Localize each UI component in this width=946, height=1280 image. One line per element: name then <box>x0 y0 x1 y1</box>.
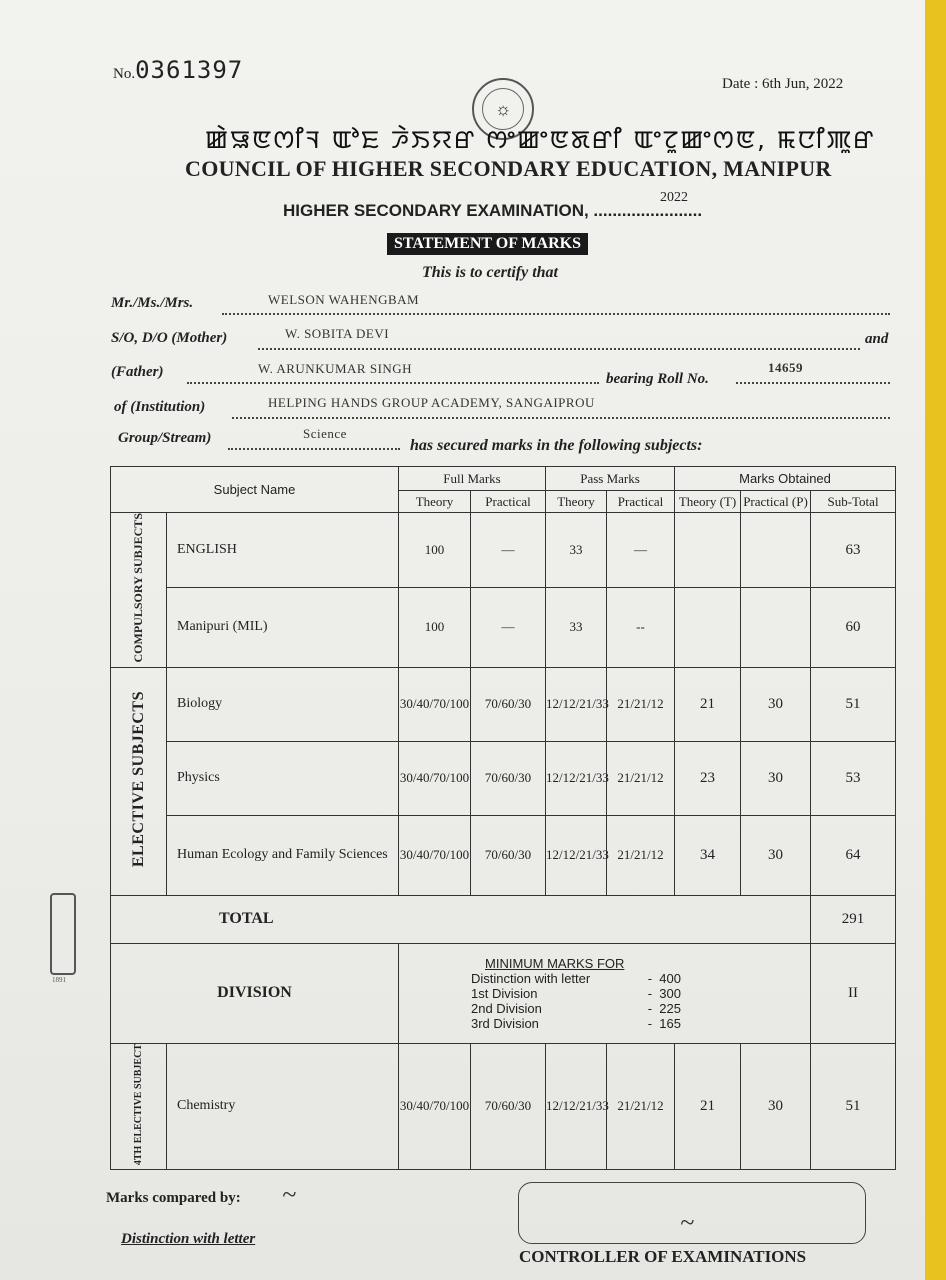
table-row <box>111 588 896 667</box>
full-practical: — <box>471 588 546 667</box>
pass-theory: 12/12/21/33 <box>546 815 607 895</box>
sub-total: 63 <box>811 513 896 588</box>
candidate-name: WELSON WAHENGBAM <box>268 292 420 307</box>
side-note: 1891 <box>52 976 66 984</box>
distinction-label: Distinction with letter <box>121 1231 256 1247</box>
roll-dotted-line <box>736 382 890 384</box>
fourth-elective-row <box>111 1043 896 1169</box>
obtained-theory: 23 <box>675 741 741 815</box>
minimum-row <box>471 1016 681 1031</box>
elective-group-label: ELECTIVE SUBJECTS <box>129 690 147 868</box>
pass-theory: 12/12/21/33 <box>546 741 607 815</box>
full-practical: 70/60/30 <box>471 667 546 741</box>
statement-of-marks-heading: STATEMENT OF MARKS <box>387 233 588 255</box>
institution-name: HELPING HANDS GROUP ACADEMY, SANGAIPROU <box>268 395 595 410</box>
pass-practical: 21/21/12 <box>607 815 675 895</box>
minimum-value: 400 <box>659 970 681 986</box>
obtained-theory-header: Theory (T) <box>675 491 741 513</box>
fourth-group-label: 4TH ELECTIVE SUBJECT <box>133 1043 144 1165</box>
minimum-marks-title: MINIMUM MARKS FOR <box>485 955 625 971</box>
compared-by-signature-icon: ~ <box>282 1180 297 1209</box>
certificate-no-value: 0361397 <box>135 56 244 84</box>
minimum-value: 300 <box>659 985 681 1001</box>
minimum-dash: - <box>647 1015 653 1031</box>
certificate-no-label: No. <box>113 66 136 82</box>
pass-marks-header: Pass Marks <box>546 467 675 491</box>
subject-name: Manipuri (MIL) <box>167 588 399 667</box>
minimum-label: Distinction with letter <box>471 970 591 986</box>
group-label: Group/Stream) <box>118 430 212 446</box>
obtained-theory: 21 <box>675 667 741 741</box>
minimum-row <box>471 971 681 986</box>
sub-total: 60 <box>811 588 896 667</box>
seal-inner-icon: ☼ <box>482 88 524 130</box>
total-value: 291 <box>811 895 896 943</box>
marks-compared-label: Marks compared by: <box>106 1190 241 1206</box>
and-label: and <box>865 331 889 347</box>
pass-theory: 33 <box>546 588 607 667</box>
pass-practical: 21/21/12 <box>607 1043 675 1169</box>
obtained-theory: 21 <box>675 1043 741 1169</box>
obtained-practical: 30 <box>741 1043 811 1169</box>
sub-total: 51 <box>811 667 896 741</box>
minimum-value: 165 <box>659 1015 681 1031</box>
father-label: (Father) <box>111 364 164 380</box>
subject-name: ENGLISH <box>167 513 399 588</box>
division-value: II <box>811 943 896 1043</box>
father-name: W. ARUNKUMAR SINGH <box>258 361 413 376</box>
subject-name: Biology <box>167 667 399 741</box>
minimum-dash: - <box>647 985 653 1001</box>
name-label: Mr./Ms./Mrs. <box>111 295 194 311</box>
table-row <box>111 815 896 895</box>
total-label: TOTAL <box>111 895 811 943</box>
full-theory: 100 <box>399 588 471 667</box>
compulsory-group-label: COMPULSORY SUBJECTS <box>131 513 145 663</box>
issue-date: Date : 6th Jun, 2022 <box>722 76 844 92</box>
pass-theory: 12/12/21/33 <box>546 667 607 741</box>
obtained-practical: 30 <box>741 667 811 741</box>
sub-total: 64 <box>811 815 896 895</box>
full-theory: 30/40/70/100 <box>399 815 471 895</box>
full-marks-header: Full Marks <box>399 467 546 491</box>
exam-year: 2022 <box>660 190 688 205</box>
name-dotted-line <box>222 313 890 315</box>
obtained-theory <box>675 588 741 667</box>
pass-practical: — <box>607 513 675 588</box>
minimum-dash: - <box>647 1000 653 1016</box>
sub-total: 51 <box>811 1043 896 1169</box>
mother-dotted-line <box>258 348 860 350</box>
mother-label: S/O, D/O (Mother) <box>111 330 228 346</box>
full-practical: 70/60/30 <box>471 741 546 815</box>
binder-clip-icon <box>50 893 76 975</box>
secured-text: has secured marks in the following subjects: <box>410 437 703 454</box>
minimum-label: 3rd Division <box>471 1015 539 1031</box>
council-name: COUNCIL OF HIGHER SECONDARY EDUCATION, MANIPUR <box>185 156 832 181</box>
subject-name: Chemistry <box>167 1043 399 1169</box>
father-dotted-line <box>187 382 599 384</box>
obtained-theory: 34 <box>675 815 741 895</box>
minimum-dash: - <box>647 970 653 986</box>
certificate-number <box>113 56 243 84</box>
elective-group-cell <box>111 667 167 895</box>
roll-number: 14659 <box>768 360 803 375</box>
compulsory-group-cell <box>111 513 167 668</box>
full-practical: — <box>471 513 546 588</box>
group-dotted-line <box>228 448 400 450</box>
minimum-label: 1st Division <box>471 985 538 1001</box>
institution-label: of (Institution) <box>114 399 206 415</box>
total-row <box>111 895 896 943</box>
pass-practical: 21/21/12 <box>607 667 675 741</box>
obtained-practical <box>741 513 811 588</box>
minimum-row <box>471 1001 681 1016</box>
exam-title: HIGHER SECONDARY EXAMINATION, ....................... <box>283 201 703 220</box>
obtained-theory <box>675 513 741 588</box>
table-row <box>111 513 896 588</box>
minimum-label: 2nd Division <box>471 1000 542 1016</box>
full-practical: 70/60/30 <box>471 815 546 895</box>
controller-title: CONTROLLER OF EXAMINATIONS <box>519 1247 807 1266</box>
minimum-marks-box <box>399 943 811 1043</box>
pass-theory: 12/12/21/33 <box>546 1043 607 1169</box>
subject-name: Physics <box>167 741 399 815</box>
full-theory: 30/40/70/100 <box>399 741 471 815</box>
full-theory-header: Theory <box>399 491 471 513</box>
certify-text: This is to certify that <box>422 264 558 281</box>
group-value: Science <box>303 426 347 441</box>
fourth-group-cell <box>111 1043 167 1169</box>
mother-name: W. SOBITA DEVI <box>285 326 390 341</box>
full-practical: 70/60/30 <box>471 1043 546 1169</box>
table-row <box>111 667 896 741</box>
roll-label: bearing Roll No. <box>606 371 709 387</box>
pass-practical: 21/21/12 <box>607 741 675 815</box>
minimum-value: 225 <box>659 1000 681 1016</box>
division-label: DIVISION <box>111 943 399 1043</box>
marks-obtained-header: Marks Obtained <box>675 467 896 491</box>
subject-name-header: Subject Name <box>111 467 399 513</box>
controller-signature-icon: ~ <box>680 1208 695 1237</box>
pass-theory: 33 <box>546 513 607 588</box>
obtained-practical: 30 <box>741 741 811 815</box>
pass-theory-header: Theory <box>546 491 607 513</box>
full-theory: 100 <box>399 513 471 588</box>
sub-total: 53 <box>811 741 896 815</box>
minimum-row <box>471 986 681 1001</box>
pass-practical-header: Practical <box>607 491 675 513</box>
full-theory: 30/40/70/100 <box>399 667 471 741</box>
obtained-practical <box>741 588 811 667</box>
full-theory: 30/40/70/100 <box>399 1043 471 1169</box>
pass-practical: -- <box>607 588 675 667</box>
header-row-top <box>111 467 896 491</box>
division-row <box>111 943 896 1043</box>
native-script-title: ꯀꯥꯎꯟꯁꯤꯜ ꯑꯣꯐ ꯍꯥꯏꯌꯔ ꯁꯦꯀꯦꯟꯗꯔꯤ ꯑꯦꯖꯨꯀꯦꯁꯟ, ꯃꯅꯤꯄꯨꯔ <box>205 125 876 154</box>
marks-table <box>110 466 896 1170</box>
table-row <box>111 741 896 815</box>
obtained-practical-header: Practical (P) <box>741 491 811 513</box>
obtained-practical: 30 <box>741 815 811 895</box>
full-practical-header: Practical <box>471 491 546 513</box>
subject-name: Human Ecology and Family Sciences <box>167 815 399 895</box>
institution-dotted-line <box>232 417 890 419</box>
subtotal-header: Sub-Total <box>811 491 896 513</box>
